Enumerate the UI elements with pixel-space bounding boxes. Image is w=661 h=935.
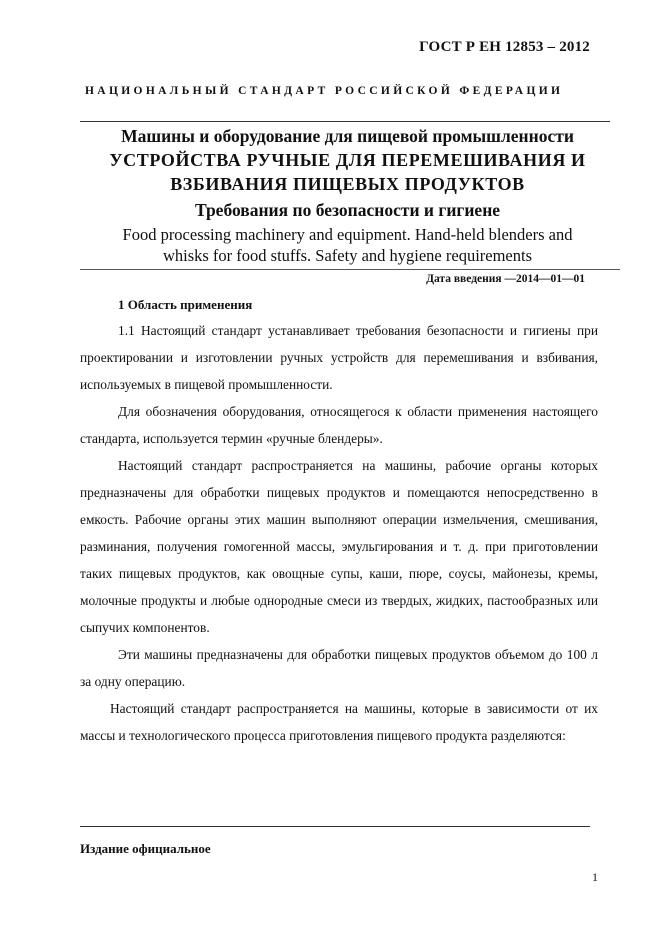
- title-main-line2: ВЗБИВАНИЯ ПИЩЕВЫХ ПРОДУКТОВ: [170, 174, 525, 194]
- title-divider: [80, 269, 620, 270]
- title-main-line1: УСТРОЙСТВА РУЧНЫЕ ДЛЯ ПЕРЕМЕШИВАНИЯ И: [109, 150, 586, 170]
- title-subtitle: Требования по безопасности и гигиене: [194, 200, 501, 220]
- title-block: [75, 125, 620, 266]
- standard-number: ГОСТ Р ЕН 12853 – 2012: [419, 39, 590, 55]
- paragraph: Настоящий стандарт распространяется на машины, рабочие органы которых предназначены для обработки пищевых продуктов и помещаются непосредственно в емкость. Рабочие органы этих машин выполняют операции измельчения, смешивания, разминания, получения гомогенной массы, эмульгирования и т. д. при приготовлении таких пищевых продуктов, как овощные супы, каши, пюре, соусы, майонезы, кремы, молочные продукты и любые однородные смеси из твердых, жидких, пастообразных или сыпучих компонентов.: [80, 458, 598, 635]
- official-edition-label: Издание официальное: [80, 841, 211, 856]
- header-divider: [80, 121, 610, 122]
- footer-divider: [80, 826, 590, 827]
- paragraph: Настоящий стандарт распространяется на машины, которые в зависимости от их массы и технологического процесса приготовления пищевого продукта разделяются:: [80, 701, 598, 743]
- introduction-date: Дата введения —2014—01—01: [426, 273, 585, 285]
- section-heading: 1 Область применения: [118, 297, 253, 312]
- national-standard-label: НАЦИОНАЛЬНЫЙ СТАНДАРТ РОССИЙСКОЙ ФЕДЕРАЦИИ: [85, 85, 564, 97]
- title-english-line2: whisks for food stuffs. Safety and hygiene requirements: [162, 246, 533, 265]
- paragraph: Эти машины предназначены для обработки пищевых продуктов объемом до 100 л за одну операцию.: [80, 647, 598, 689]
- page-number: 1: [592, 870, 598, 884]
- section-body: [80, 317, 598, 749]
- title-english-line1: Food processing machinery and equipment. Hand-held blenders and: [122, 225, 573, 244]
- title-category: Машины и оборудование для пищевой промышленности: [121, 126, 574, 146]
- paragraph: 1.1 Настоящий стандарт устанавливает требования безопасности и гигиены при проектировании и изготовлении ручных устройств для перемешивания и взбивания, используемых в пищевой промышленности.: [80, 323, 598, 392]
- paragraph: Для обозначения оборудования, относящегося к области применения настоящего стандарта, используется термин «ручные блендеры».: [80, 404, 598, 446]
